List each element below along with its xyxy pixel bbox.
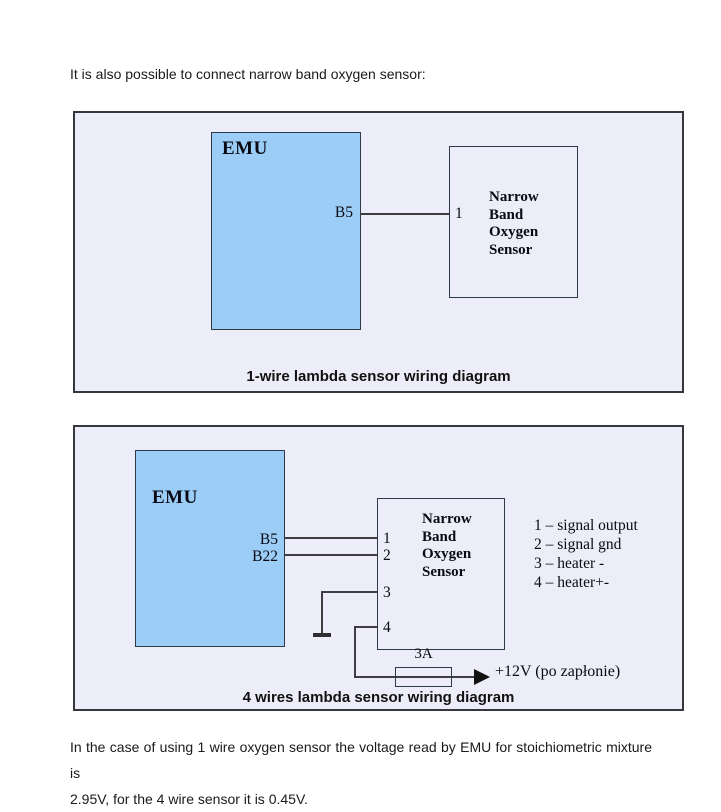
wire-b5-to-pin1 (285, 537, 377, 539)
sensor-name-line: Sensor (489, 241, 533, 258)
footer-paragraph (70, 734, 652, 812)
sensor-name-line: Sensor (422, 563, 466, 580)
sensor-pin-3-label: 3 (383, 584, 391, 601)
sensor-pin-2-label: 2 (383, 547, 391, 564)
sensor-name (422, 511, 472, 581)
wire-pin4-vertical (354, 626, 356, 678)
pin-legend (534, 516, 638, 592)
emu-box (211, 132, 361, 330)
ground-symbol-icon (313, 633, 331, 637)
legend-item: 3 – heater - (534, 555, 605, 572)
wire-b5-to-sensor (360, 213, 450, 215)
sensor-name-line: Band (489, 206, 524, 223)
emu-label: EMU (152, 487, 198, 508)
footer-line-2: 2.95V, for the 4 wire sensor it is 0.45V. (70, 791, 308, 807)
fuse-box (395, 667, 452, 687)
sensor-pin-4-label: 4 (383, 619, 391, 636)
diagram2-caption: 4 wires lambda sensor wiring diagram (242, 689, 515, 706)
supply-12v-label: +12V (po zapłonie) (495, 663, 621, 680)
fuse-rating-label: 3A (414, 646, 433, 662)
sensor-name-line: Narrow (489, 189, 539, 205)
intro-text: It is also possible to connect narrow band oxygen sensor: (70, 66, 426, 82)
oxygen-sensor-box (377, 498, 505, 650)
emu-box (135, 450, 285, 647)
legend-item: 2 – signal gnd (534, 536, 622, 553)
emu-pin-b5-label: B5 (259, 531, 278, 548)
legend-item: 1 – signal output (534, 517, 638, 534)
emu-pin-b5-label: B5 (334, 204, 353, 221)
sensor-name-line: Band (422, 528, 457, 545)
oxygen-sensor-box (449, 146, 578, 298)
arrow-right-icon (474, 669, 490, 685)
sensor-pin-1-label: 1 (455, 205, 463, 222)
wire-pin4-horizontal (354, 626, 377, 628)
wire-pin3-horizontal (322, 591, 377, 593)
sensor-name (489, 189, 539, 259)
footer-line-1: In the case of using 1 wire oxygen sensor the voltage read by EMU for stoichiometric mixture is (70, 739, 652, 781)
four-wire-diagram-panel (73, 425, 684, 711)
sensor-name-line: Narrow (422, 511, 472, 527)
sensor-name-line: Oxygen (422, 546, 472, 562)
diagram1-caption: 1-wire lambda sensor wiring diagram (246, 368, 511, 385)
sensor-name-line: Oxygen (489, 224, 539, 240)
wire-pin3-vertical (321, 591, 323, 635)
emu-pin-b22-label: B22 (252, 548, 278, 565)
emu-label: EMU (222, 138, 268, 159)
legend-item: 4 – heater+- (534, 574, 610, 591)
sensor-pin-1-label: 1 (383, 530, 391, 547)
wire-b22-to-pin2 (285, 554, 377, 556)
one-wire-diagram-panel (73, 111, 684, 393)
